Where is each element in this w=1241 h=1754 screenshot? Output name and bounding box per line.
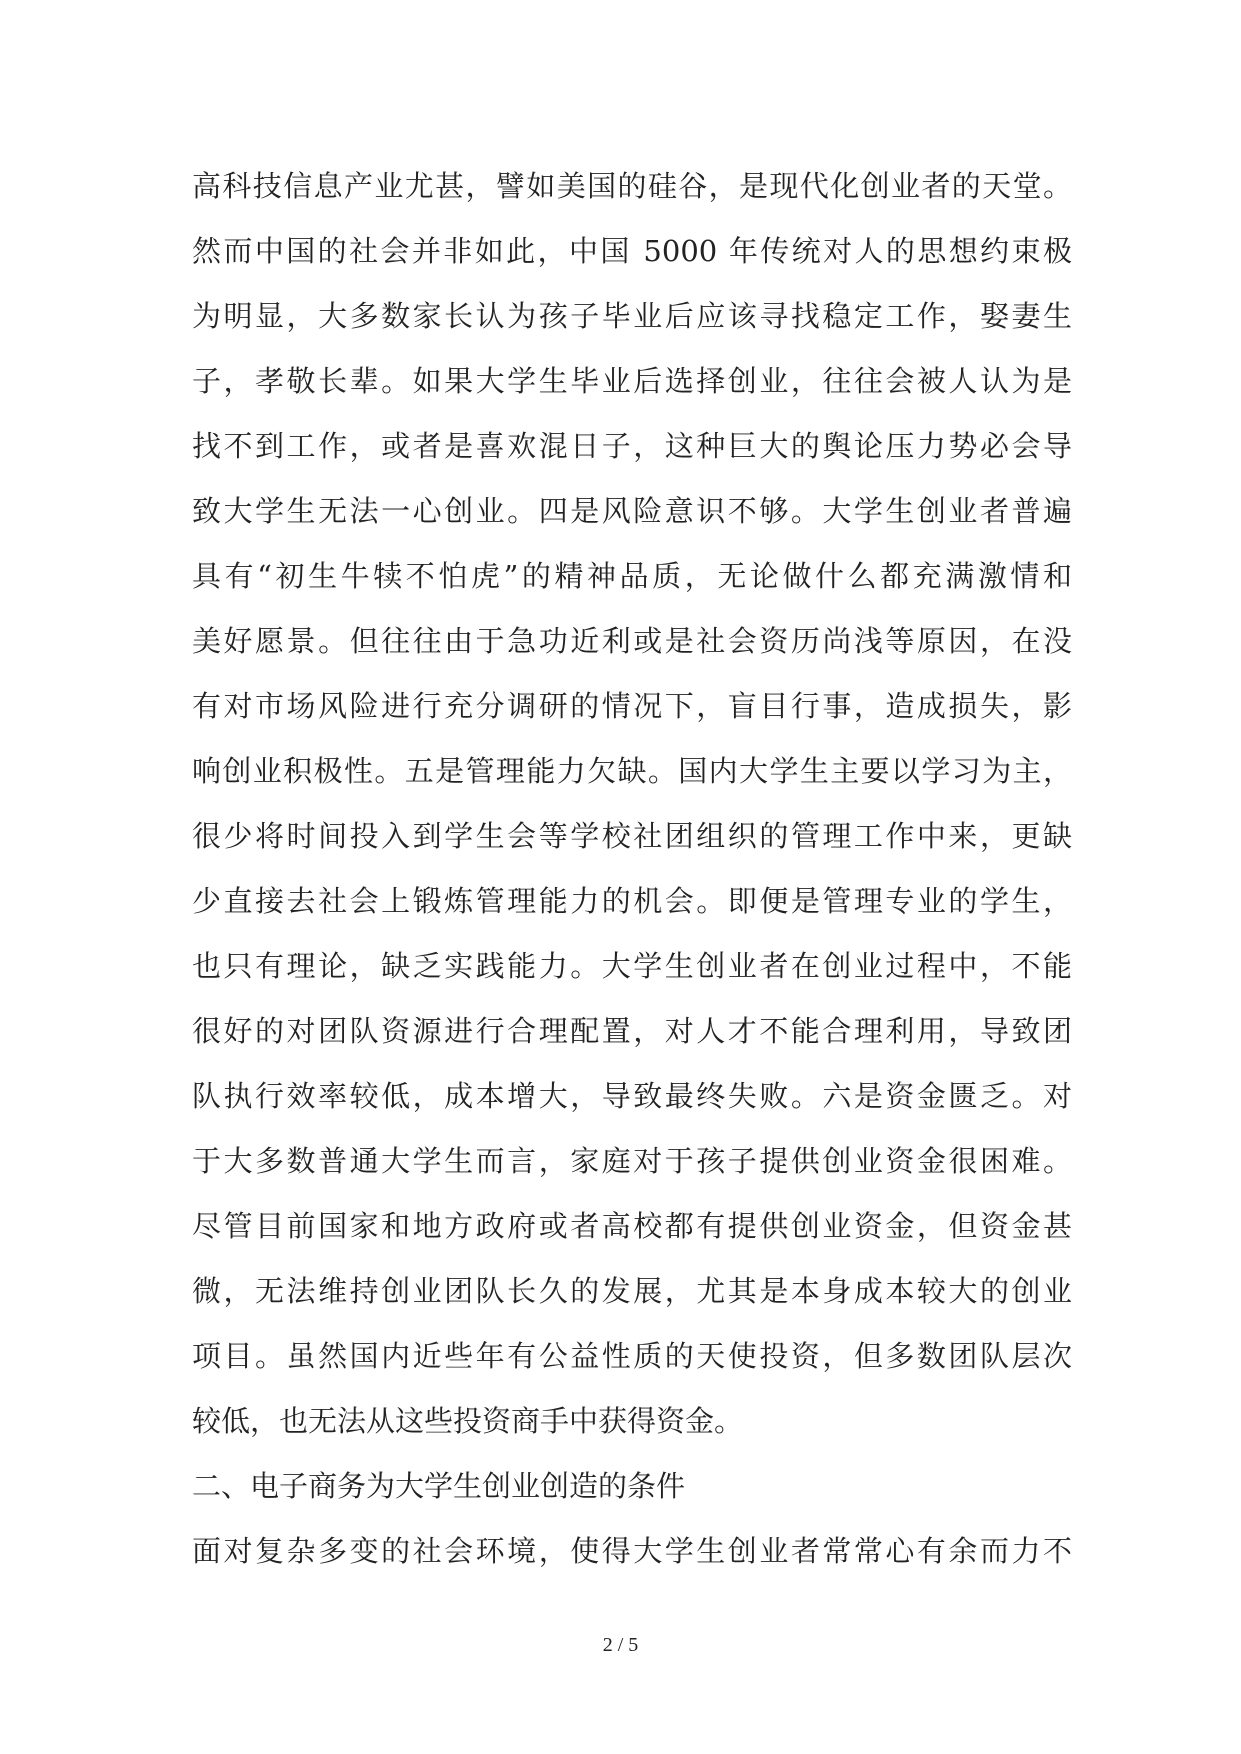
text-line: 很好的对团队资源进行合理配置，对人才不能合理利用，导致团 — [192, 1014, 1072, 1048]
text-line: 子，孝敬长辈。如果大学生毕业后选择创业，往往会被人认为是 — [192, 364, 1072, 398]
text-line: 项目。虽然国内近些年有公益性质的天使投资，但多数团队层次 — [192, 1339, 1072, 1373]
text-line: 美好愿景。但往往由于急功近利或是社会资历尚浅等原因，在没 — [192, 624, 1072, 658]
text-line: 微，无法维持创业团队长久的发展，尤其是本身成本较大的创业 — [192, 1274, 1072, 1308]
text-line: 致大学生无法一心创业。四是风险意识不够。大学生创业者普遍 — [192, 494, 1072, 528]
text-line: 响创业积极性。五是管理能力欠缺。国内大学生主要以学习为主， — [192, 754, 1072, 788]
text-line: 于大多数普通大学生而言，家庭对于孩子提供创业资金很困难。 — [192, 1144, 1072, 1178]
body-text — [192, 154, 1072, 1584]
text-line: 尽管目前国家和地方政府或者高校都有提供创业资金，但资金甚 — [192, 1209, 1072, 1243]
text-line: 高科技信息产业尤甚，譬如美国的硅谷，是现代化创业者的天堂。 — [192, 169, 1072, 203]
section-heading: 二、电子商务为大学生创业创造的条件 — [192, 1469, 686, 1503]
text-line: 为明显，大多数家长认为孩子毕业后应该寻找稳定工作，娶妻生 — [192, 299, 1072, 333]
text-line: 具有“初生牛犊不怕虎”的精神品质，无论做什么都充满激情和 — [192, 559, 1072, 593]
text-line: 少直接去社会上锻炼管理能力的机会。即便是管理专业的学生， — [192, 884, 1072, 918]
text-line: 然而中国的社会并非如此，中国 5000 年传统对人的思想约束极 — [192, 234, 1072, 268]
text-line: 较低，也无法从这些投资商手中获得资金。 — [192, 1404, 744, 1438]
text-line: 有对市场风险进行充分调研的情况下，盲目行事，造成损失，影 — [192, 689, 1072, 723]
text-line: 很少将时间投入到学生会等学校社团组织的管理工作中来，更缺 — [192, 819, 1072, 853]
text-line: 队执行效率较低，成本增大，导致最终失败。六是资金匮乏。对 — [192, 1079, 1072, 1113]
text-line: 找不到工作，或者是喜欢混日子，这种巨大的舆论压力势必会导 — [192, 429, 1072, 463]
text-line: 也只有理论，缺乏实践能力。大学生创业者在创业过程中，不能 — [192, 949, 1072, 983]
page-number: 2 / 5 — [602, 1634, 639, 1656]
text-line: 面对复杂多变的社会环境，使得大学生创业者常常心有余而力不 — [192, 1534, 1072, 1568]
